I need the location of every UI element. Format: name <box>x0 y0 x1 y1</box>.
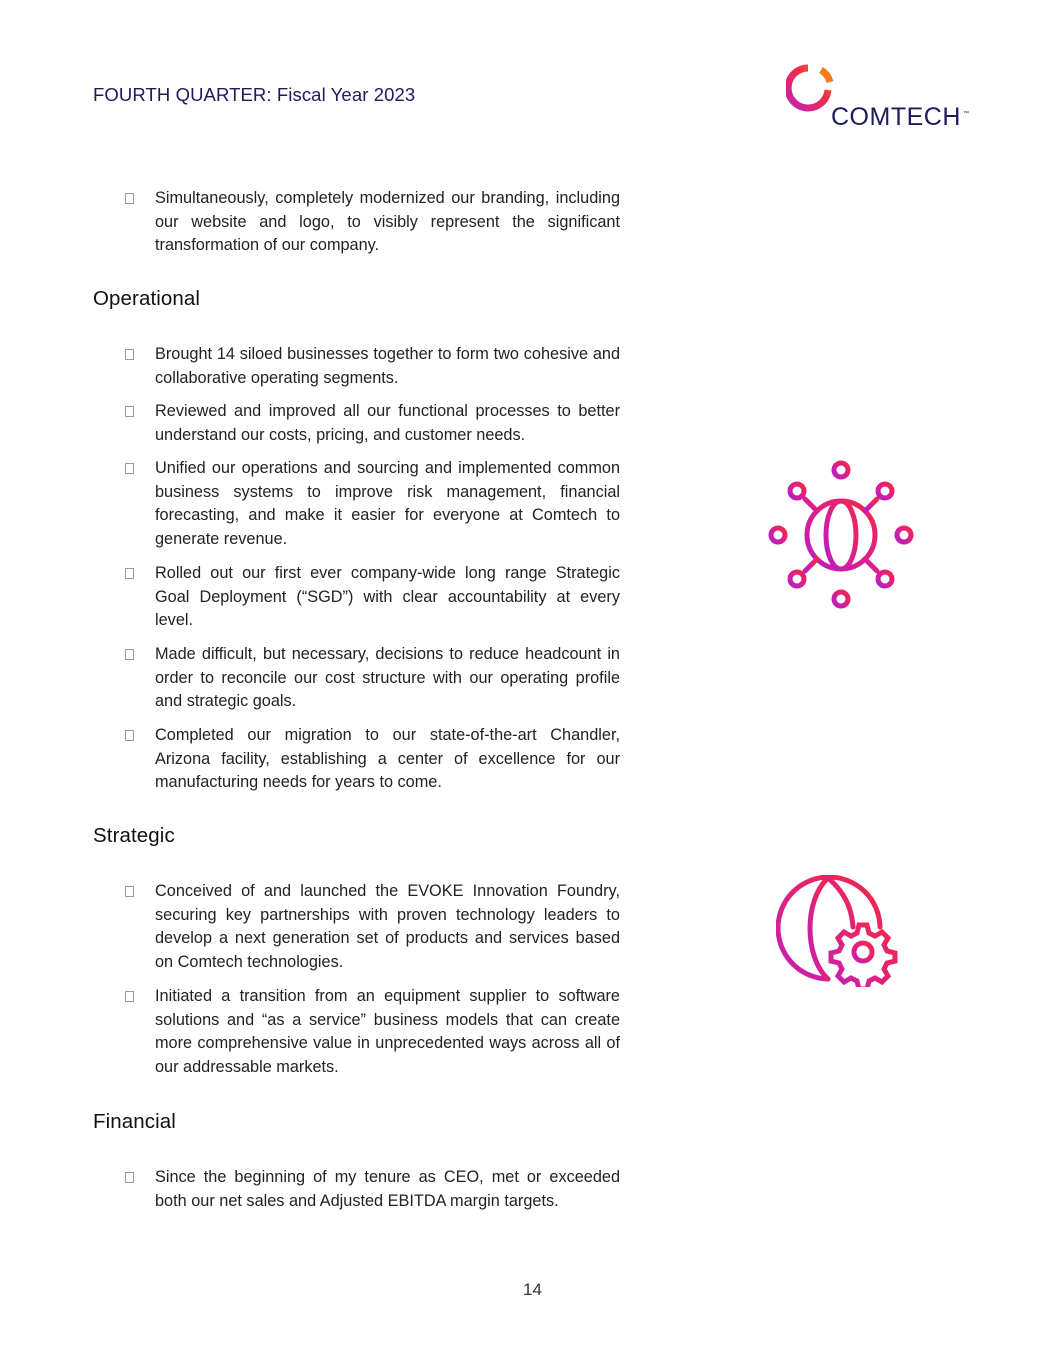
list-item: Reviewed and improved all our functional processes to better understand our costs, pricing, and customer needs. <box>155 400 620 447</box>
bullet-box-icon <box>125 730 134 741</box>
list-item: Unified our operations and sourcing and implemented common business systems to improve risk management, financial forecasting, and make it easier for everyone at Comtech to generate revenue. <box>155 457 620 551</box>
comtech-logo <box>786 62 976 134</box>
page-header-title: FOURTH QUARTER: Fiscal Year 2023 <box>93 84 416 105</box>
bullet-box-icon <box>125 406 134 417</box>
list-item: Initiated a transition from an equipment supplier to software solutions and “as a service” business models that can create more comprehensive value in unprecedented ways across all of our addressable markets. <box>155 985 620 1079</box>
list-item: Conceived of and launched the EVOKE Innovation Foundry, securing key partnerships with proven technology leaders to develop a next generation set of products and services based on Comtech technologies. <box>155 880 620 974</box>
bullet-box-icon <box>125 886 134 897</box>
section-heading-operational: Operational <box>93 287 201 310</box>
page-number: 14 <box>523 1280 542 1299</box>
bullet-box-icon <box>125 193 134 204</box>
list-item: Brought 14 siloed businesses together to form two cohesive and collaborative operating segments. <box>155 343 620 390</box>
network-globe-icon <box>762 456 920 614</box>
section-heading-strategic: Strategic <box>93 824 175 847</box>
bullet-box-icon <box>125 649 134 660</box>
list-item: Rolled out our first ever company-wide long range Strategic Goal Deployment (“SGD”) with clear accountability at every level. <box>155 562 620 633</box>
bullet-box-icon <box>125 1172 134 1183</box>
bullet-box-icon <box>125 568 134 579</box>
globe-gear-icon <box>776 875 898 987</box>
logo-wordmark: COMTECH <box>831 103 961 131</box>
list-item: Since the beginning of my tenure as CEO, met or exceeded both our net sales and Adjusted EBITDA margin targets. <box>155 1166 620 1213</box>
bullet-box-icon <box>125 463 134 474</box>
bullet-box-icon <box>125 349 134 360</box>
bullet-box-icon <box>125 991 134 1002</box>
list-item: Made difficult, but necessary, decisions to reduce headcount in order to reconcile our cost structure with our operating profile and strategic goals. <box>155 643 620 714</box>
list-item: Completed our migration to our state-of-the-art Chandler, Arizona facility, establishing a center of excellence for our manufacturing needs for years to come. <box>155 724 620 795</box>
logo-ring-icon <box>786 62 836 114</box>
section-heading-financial: Financial <box>93 1110 176 1133</box>
logo-trademark: ™ <box>963 111 969 117</box>
list-item: Simultaneously, completely modernized our branding, including our website and logo, to visibly represent the significant transformation of our company. <box>155 187 620 258</box>
